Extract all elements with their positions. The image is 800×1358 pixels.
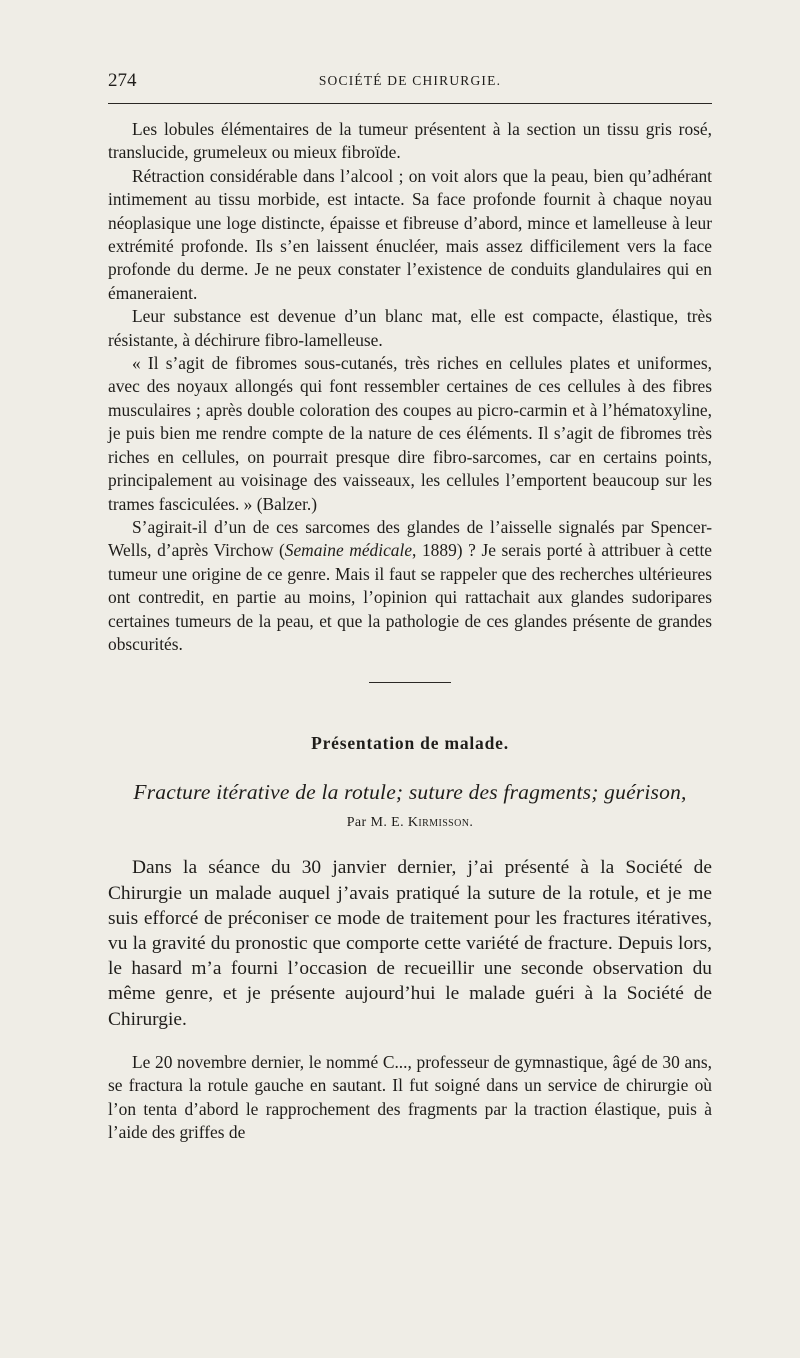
byline xyxy=(108,815,712,831)
page-body xyxy=(108,118,712,1144)
header-rule xyxy=(108,103,712,104)
author-name: Kirmisson. xyxy=(407,815,474,831)
byline-prefix: Par M. E. xyxy=(346,815,408,831)
paragraph: Leur substance est devenue d’un blanc mat, elle est compacte, élastique, très résistante, à déchirure fibro-lamelleuse. xyxy=(108,306,712,350)
text-run: S’agirait-il d’un de ces sarcomes des glandes de l’aisselle signalés par Spencer-Wells, d’après Virchow ( xyxy=(108,516,712,561)
quotation-paragraph: « Il s’agit de fibromes sous-cutanés, très riches en cellules plates et uniformes, avec des noyaux allongés qui font ressembler certaines de ces cellules à des fibres musculaires ; après double coloration des coupes au picro-carmin et à l’hématoxyline, je puis bien me rendre compte de la nature de ces éléments. Il s’agit de fibromes très riches en cellules, on pourrait presque dire fibro-sarcomes, car en certains points, principalement au voisinage des vaisseaux, les cellules l’emportent beaucoup sur les trames fasciculées. » (Balzer.) xyxy=(108,353,712,514)
paragraph: Les lobules élémentaires de la tumeur présentent à la section un tissu gris rosé, translucide, grumeleux ou mieux fibroïde. xyxy=(108,119,712,163)
paragraph xyxy=(108,516,712,656)
page-number: 274 xyxy=(108,70,137,91)
page-header xyxy=(108,66,712,92)
paragraph: Le 20 novembre dernier, le nommé C..., professeur de gymnastique, âgé de 30 ans, se fractura la rotule gauche en sautant. Il fut soigné dans un service de chirurgie où l’on tenta d’abord le rapprochement des fragments par la traction élastique, puis à l’aide des griffes de xyxy=(108,1051,712,1142)
article-title: Fracture itérative de la rotule; suture des fragments; guérison, xyxy=(133,780,687,805)
paragraph: Rétraction considérable dans l’alcool ; on voit alors que la peau, bien qu’adhérant intimement au tissu morbide, est intacte. Sa face profonde fournit à chaque noyau néoplasique une loge distincte, épaisse et fibreuse d’abord, mince et lamelleuse à leur extrémité profonde. Ils s’en laissent énucléer, mais assez difficilement vers la face profonde du derme. Je ne peux constater l’existence de conduits glandulaires qui en émaneraient. xyxy=(108,165,712,303)
paragraph: Dans la séance du 30 janvier dernier, j’ai présenté à la Société de Chirurgie un malade auquel j’avais pratiqué la suture de la rotule, et je me suis efforcé de préconiser ce mode de traitement pour les fractures itératives, vu la gravité du pronostic que comporte cette variété de fracture. Depuis lors, le hasard m’a fourni l’occasion de recueillir une seconde observation du même genre, et je présente aujourd’hui le malade guéri à la Société de Chirurgie. xyxy=(108,857,712,1030)
case-report xyxy=(108,1051,712,1145)
tumor-description xyxy=(108,118,712,656)
section-separator xyxy=(369,682,451,683)
running-title: SOCIÉTÉ DE CHIRURGIE. xyxy=(318,73,502,88)
text-run: , 1889) ? Je serais porté à attribuer à cette tumeur une origine de ce genre. Mais il faut se rappeler que des recherches ultérieures ont contredit, en partie au moins, l’opinion qui rattachait aux glandes sudoripares certaines tumeurs de la peau, et que la pathologie de ces glandes présente de grandes obscurités. xyxy=(108,540,712,654)
article-intro xyxy=(108,855,712,1031)
journal-title: Semaine médicale xyxy=(284,540,413,561)
section-title: Présentation de malade. xyxy=(311,733,509,754)
